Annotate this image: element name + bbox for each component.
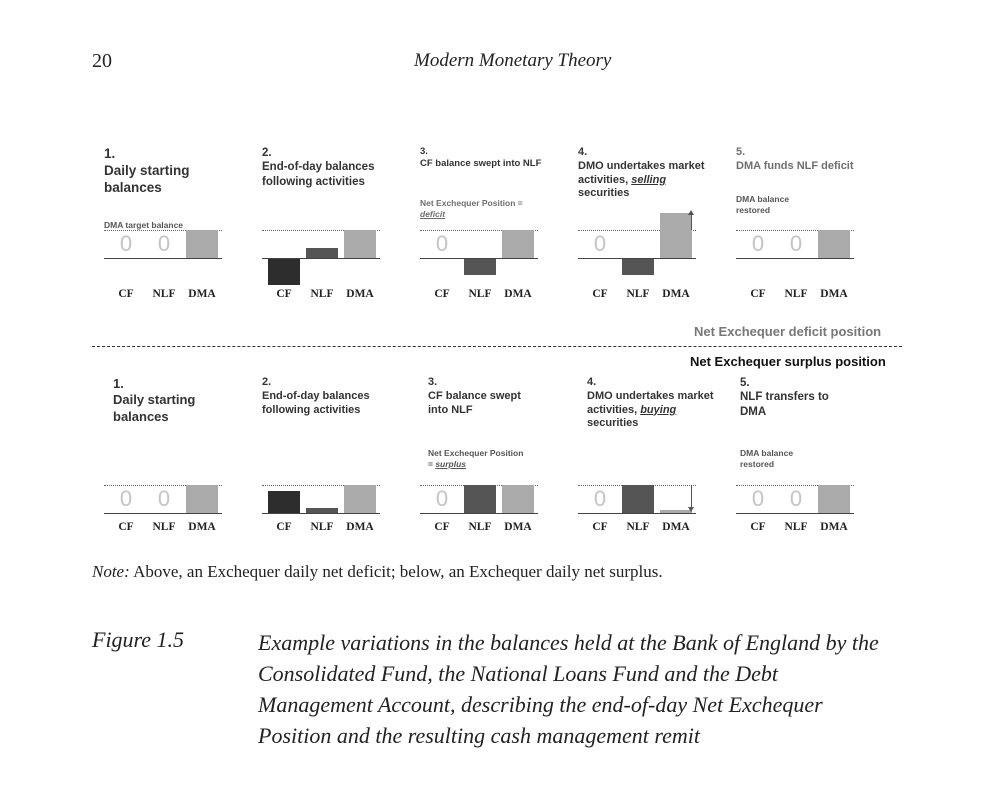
x-tick-label: DMA (346, 288, 374, 300)
panel-number: 4. (578, 146, 588, 158)
panel-number: 4. (587, 376, 597, 388)
panel-note: Net Exchequer Position = deficit (420, 198, 523, 219)
arrow-shaft (691, 485, 692, 509)
zero-axis (420, 258, 538, 259)
panel-number: 5. (740, 377, 750, 389)
zero-axis (420, 513, 538, 514)
surplus-panel-2 (262, 376, 392, 561)
x-tick-label: NLF (152, 521, 176, 533)
deficit-position-label: Net Exchequer deficit position (694, 324, 882, 339)
panel-number: 3. (428, 376, 438, 388)
x-tick-label: CF (276, 288, 292, 300)
x-tick-label: DMA (820, 521, 848, 533)
x-tick-label: NLF (310, 288, 334, 300)
bar-dma (818, 485, 850, 513)
x-tick-label: DMA (504, 521, 532, 533)
x-tick-label: NLF (626, 521, 650, 533)
bar-dma (186, 485, 218, 513)
panel-title: End-of-day balances following activities (262, 389, 370, 416)
x-tick-label: CF (592, 288, 608, 300)
x-tick-label: NLF (784, 521, 808, 533)
x-tick-label: CF (434, 288, 450, 300)
x-tick-label: NLF (152, 288, 176, 300)
panel-title-emphasis: selling (631, 173, 667, 186)
x-tick-label: DMA (662, 521, 690, 533)
bar-dma (344, 485, 376, 513)
zero-balance-label: 0 (119, 231, 133, 256)
zero-axis (262, 513, 380, 514)
panel-title-emphasis: buying (640, 403, 677, 416)
zero-balance-label: 0 (751, 486, 765, 511)
zero-balance-label: 0 (593, 486, 607, 511)
bar-dma (186, 230, 218, 258)
arrow-up-icon (688, 210, 694, 215)
panel-note: DMA target balance (104, 220, 184, 230)
bar-dma (502, 230, 534, 258)
x-tick-label: DMA (188, 288, 216, 300)
figure-number: Figure 1.5 (92, 627, 185, 652)
surplus-panel-4: 4. DMO undertakes market activities, buying securities (587, 376, 717, 561)
zero-axis (104, 258, 222, 259)
zero-axis (578, 258, 696, 259)
x-tick-label: CF (118, 288, 134, 300)
figure-note: Note: Above, an Exchequer daily net deficit; below, an Exchequer daily net surplus. (92, 562, 663, 581)
panel-title: NLF transfers to DMA (740, 391, 829, 418)
panel-number: 1. (104, 146, 116, 161)
panel-title: Daily starting balances (113, 392, 196, 424)
x-tick-label: NLF (468, 521, 492, 533)
x-tick-label: DMA (188, 521, 216, 533)
panel-title: CF balance swept into NLF (420, 157, 542, 169)
arrow-shaft (691, 213, 692, 230)
surplus-position-label: Net Exchequer surplus position (690, 354, 886, 369)
bar-dma (502, 485, 534, 513)
panel-number: 2. (262, 147, 272, 159)
bar-dma (344, 230, 376, 258)
x-tick-label: CF (750, 521, 766, 533)
x-tick-label: CF (750, 288, 766, 300)
x-tick-label: DMA (504, 288, 532, 300)
zero-balance-label: 0 (593, 231, 607, 256)
bar-nlf (622, 258, 654, 275)
bar-dma (660, 213, 692, 258)
panel-number: 2. (262, 376, 272, 388)
panel-title: DMO undertakes market activities, (578, 159, 705, 186)
zero-balance-label: 0 (789, 486, 803, 511)
bar-nlf (464, 258, 496, 275)
page-number: 20 (92, 50, 112, 72)
zero-axis (578, 513, 696, 514)
surplus-panel-3 (428, 376, 558, 561)
arrow-down-icon (688, 507, 694, 512)
bar-nlf (306, 248, 338, 258)
x-tick-label: CF (434, 521, 450, 533)
bar-nlf (464, 485, 496, 513)
x-tick-label: NLF (468, 288, 492, 300)
x-tick-label: DMA (662, 288, 690, 300)
zero-axis (736, 513, 854, 514)
section-divider (92, 346, 902, 347)
figure-caption: Example variations in the balances held at the Bank of England by the Consolidated Fund, the National Loans Fund and the Debt Management Account, describing the end-of-day Net Exchequer Position and the resulting cash management remit (258, 630, 879, 748)
panel-number: 3. (420, 146, 428, 157)
surplus-panel-5 (740, 376, 870, 561)
zero-balance-label: 0 (435, 231, 449, 256)
x-tick-label: DMA (820, 288, 848, 300)
zero-balance-label: 0 (157, 486, 171, 511)
x-tick-label: NLF (626, 288, 650, 300)
panel-number: 1. (113, 376, 124, 391)
x-tick-label: CF (592, 521, 608, 533)
zero-balance-label: 0 (157, 231, 171, 256)
zero-axis (262, 258, 380, 259)
x-tick-label: DMA (346, 521, 374, 533)
x-tick-label: NLF (310, 521, 334, 533)
x-tick-label: CF (118, 521, 134, 533)
bar-nlf (622, 485, 654, 513)
x-tick-label: CF (276, 521, 292, 533)
x-tick-label: NLF (784, 288, 808, 300)
panel-title: End-of-day balances following activities (262, 161, 375, 188)
panel-title: DMO undertakes market activities, (587, 389, 714, 416)
panel-title: DMA funds NLF deficit (736, 159, 854, 172)
panel-title: CF balance swept into NLF (428, 389, 521, 416)
zero-balance-label: 0 (119, 486, 133, 511)
panel-note: DMA balance restored (740, 448, 794, 469)
zero-axis (104, 513, 222, 514)
panel-number: 5. (736, 146, 746, 158)
zero-balance-label: 0 (435, 486, 449, 511)
panel-title: Daily starting balances (104, 162, 190, 195)
zero-balance-label: 0 (789, 231, 803, 256)
bar-dma (818, 230, 850, 258)
running-head: Modern Monetary Theory (414, 50, 612, 71)
deficit-panel-4: 4. DMO undertakes market activities, selling securities (578, 146, 708, 331)
surplus-panel-1 (113, 376, 243, 561)
panel-note: Net Exchequer Position = surplus (428, 448, 524, 469)
panel-note: DMA balance restored (736, 194, 790, 215)
bar-cf (268, 491, 300, 513)
zero-axis (736, 258, 854, 259)
zero-balance-label: 0 (751, 231, 765, 256)
bar-cf (268, 258, 300, 285)
